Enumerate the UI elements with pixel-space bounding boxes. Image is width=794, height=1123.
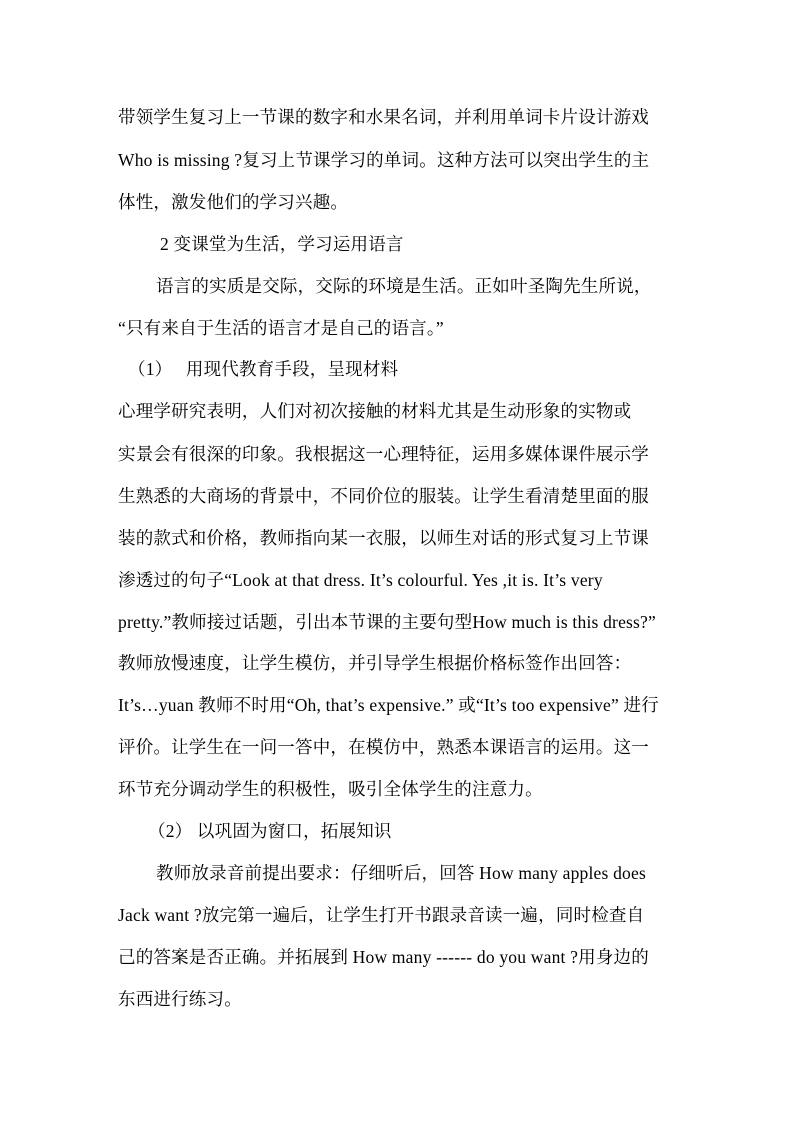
paragraph-line: 语言的实质是交际，交际的环境是生活。正如叶圣陶先生所说， — [156, 276, 652, 296]
paragraph-line: 环节充分调动学生的积极性，吸引全体学生的注意力。 — [118, 779, 543, 799]
paragraph-line: 己的答案是否正确。并拓展到 How many ------ do you want ?用身边的 — [118, 947, 649, 967]
paragraph-line: 渗透过的句子“Look at that dress. It’s colourful. Yes ,it is. It’s very — [118, 570, 603, 590]
paragraph-line: 带领学生复习上一节课的数字和水果名词，并利用单词卡片设计游戏 — [118, 107, 649, 127]
paragraph-line: It’s…yuan 教师不时用“Oh, that’s expensive.” 或“It’s too expensive” 进行 — [118, 695, 659, 715]
paragraph-line: 东西进行练习。 — [118, 989, 242, 1009]
paragraph-line: 教师放录音前提出要求：仔细听后，回答 How many apples does — [156, 863, 646, 883]
paragraph-line: 生熟悉的大商场的背景中，不同价位的服装。让学生看清楚里面的服 — [118, 486, 649, 506]
paragraph-line: pretty.”教师接过话题，引出本节课的主要句型How much is this dress?” — [118, 612, 656, 632]
paragraph-line: Jack want ?放完第一遍后，让学生打开书跟录音读一遍，同时检查自 — [118, 905, 645, 925]
paragraph-line: 教师放慢速度，让学生模仿，并引导学生根据价格标签作出回答： — [118, 653, 632, 673]
paragraph-line: “只有来自于生活的语言才是自己的语言。” — [118, 318, 444, 338]
section-heading: 2 变课堂为生活，学习运用语言 — [160, 234, 404, 254]
subsection-heading: （1） 用现代教育手段，呈现材料 — [128, 359, 399, 379]
paragraph-line: 装的款式和价格，教师指向某一衣服，以师生对话的形式复习上节课 — [118, 528, 649, 548]
paragraph-line: 心理学研究表明，人们对初次接触的材料尤其是生动形象的实物或 — [118, 401, 632, 421]
subsection-heading: （2） 以巩固为窗口，拓展知识 — [148, 821, 392, 841]
paragraph-line: 评价。让学生在一问一答中，在模仿中，熟悉本课语言的运用。这一 — [118, 737, 649, 757]
paragraph-line: 体性，激发他们的学习兴趣。 — [118, 192, 349, 212]
paragraph-line: 实景会有很深的印象。我根据这一心理特征，运用多媒体课件展示学 — [118, 444, 649, 464]
paragraph-line: Who is missing ?复习上节课学习的单词。这种方法可以突出学生的主 — [118, 150, 650, 170]
